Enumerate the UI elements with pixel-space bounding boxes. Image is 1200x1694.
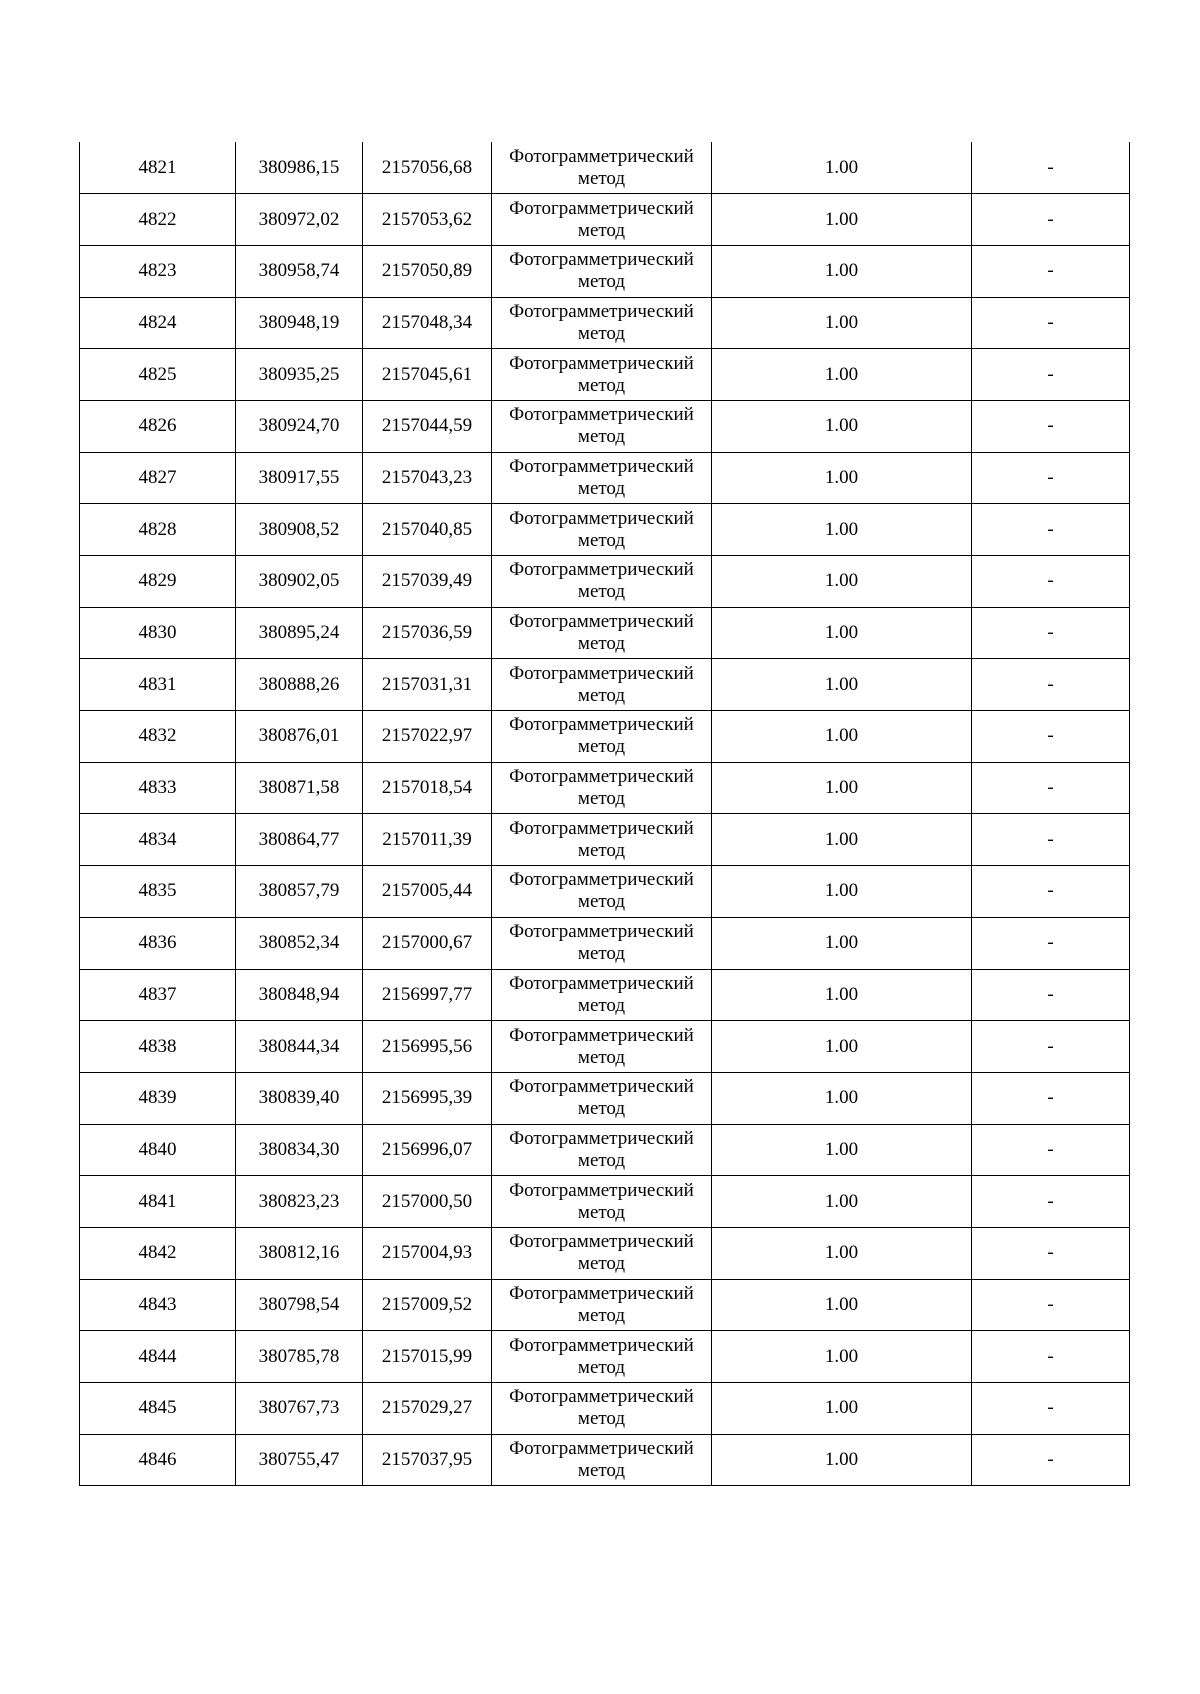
method-line-1: Фотограмметрический: [509, 352, 694, 374]
method-line-1: Фотограмметрический: [509, 766, 694, 788]
method-cell: [492, 1279, 712, 1331]
method-line-2: метод: [577, 633, 626, 655]
y-coordinate-cell: 2157018,54: [363, 762, 492, 814]
accuracy-cell: 1.00: [712, 711, 972, 763]
table-row: [80, 917, 1130, 969]
table-row: [80, 1434, 1130, 1486]
method-line-1: Фотограмметрический: [509, 1231, 694, 1253]
method-line-1: Фотограмметрический: [509, 921, 694, 943]
accuracy-cell: 1.00: [712, 349, 972, 401]
x-coordinate-cell: 380834,30: [236, 1124, 363, 1176]
method-cell: [492, 1021, 712, 1073]
method-line-2: метод: [577, 374, 626, 396]
table-row: [80, 969, 1130, 1021]
method-line-1: Фотограмметрический: [509, 611, 694, 633]
note-cell: -: [972, 969, 1130, 1021]
accuracy-cell: 1.00: [712, 969, 972, 1021]
note-cell: -: [972, 1434, 1130, 1486]
y-coordinate-cell: 2157045,61: [363, 349, 492, 401]
point-number-cell: 4827: [80, 452, 236, 504]
table-row: [80, 400, 1130, 452]
method-line-1: Фотограмметрический: [509, 197, 694, 219]
method-cell: [492, 349, 712, 401]
note-cell: -: [972, 556, 1130, 608]
method-cell: [492, 504, 712, 556]
note-cell: -: [972, 1383, 1130, 1435]
note-cell: -: [972, 1331, 1130, 1383]
x-coordinate-cell: 380958,74: [236, 245, 363, 297]
table-row: [80, 297, 1130, 349]
method-line-1: Фотограмметрический: [509, 1076, 694, 1098]
point-number-cell: 4835: [80, 866, 236, 918]
method-line-1: Фотограмметрический: [509, 1127, 694, 1149]
method-line-1: Фотограмметрический: [509, 507, 694, 529]
method-line-1: Фотограмметрический: [509, 404, 694, 426]
method-cell: [492, 607, 712, 659]
accuracy-cell: 1.00: [712, 504, 972, 556]
method-line-2: метод: [577, 1460, 626, 1482]
point-number-cell: 4838: [80, 1021, 236, 1073]
method-cell: [492, 1124, 712, 1176]
method-line-2: метод: [577, 322, 626, 344]
note-cell: -: [972, 452, 1130, 504]
method-cell: [492, 142, 712, 194]
y-coordinate-cell: 2157053,62: [363, 194, 492, 246]
note-cell: -: [972, 866, 1130, 918]
accuracy-cell: 1.00: [712, 194, 972, 246]
x-coordinate-cell: 380767,73: [236, 1383, 363, 1435]
method-cell: [492, 1383, 712, 1435]
method-cell: [492, 556, 712, 608]
method-line-1: Фотограмметрический: [509, 145, 694, 167]
y-coordinate-cell: 2157029,27: [363, 1383, 492, 1435]
x-coordinate-cell: 380917,55: [236, 452, 363, 504]
method-line-1: Фотограмметрический: [509, 817, 694, 839]
y-coordinate-cell: 2157005,44: [363, 866, 492, 918]
y-coordinate-cell: 2156995,39: [363, 1072, 492, 1124]
note-cell: -: [972, 762, 1130, 814]
method-line-2: метод: [577, 426, 626, 448]
point-number-cell: 4832: [80, 711, 236, 763]
method-line-2: метод: [577, 167, 626, 189]
point-number-cell: 4829: [80, 556, 236, 608]
y-coordinate-cell: 2157039,49: [363, 556, 492, 608]
table-row: [80, 452, 1130, 504]
method-line-2: метод: [577, 1253, 626, 1275]
y-coordinate-cell: 2156996,07: [363, 1124, 492, 1176]
method-line-2: метод: [577, 1356, 626, 1378]
x-coordinate-cell: 380972,02: [236, 194, 363, 246]
method-line-2: метод: [577, 788, 626, 810]
y-coordinate-cell: 2157000,50: [363, 1176, 492, 1228]
point-number-cell: 4840: [80, 1124, 236, 1176]
y-coordinate-cell: 2157048,34: [363, 297, 492, 349]
point-number-cell: 4834: [80, 814, 236, 866]
method-line-2: метод: [577, 477, 626, 499]
accuracy-cell: 1.00: [712, 1176, 972, 1228]
y-coordinate-cell: 2157000,67: [363, 917, 492, 969]
note-cell: -: [972, 1227, 1130, 1279]
y-coordinate-cell: 2156995,56: [363, 1021, 492, 1073]
note-cell: -: [972, 1072, 1130, 1124]
point-number-cell: 4841: [80, 1176, 236, 1228]
accuracy-cell: 1.00: [712, 297, 972, 349]
method-cell: [492, 1176, 712, 1228]
y-coordinate-cell: 2157011,39: [363, 814, 492, 866]
table-row: [80, 245, 1130, 297]
y-coordinate-cell: 2157056,68: [363, 142, 492, 194]
method-cell: [492, 245, 712, 297]
x-coordinate-cell: 380902,05: [236, 556, 363, 608]
point-number-cell: 4822: [80, 194, 236, 246]
accuracy-cell: 1.00: [712, 556, 972, 608]
method-cell: [492, 452, 712, 504]
y-coordinate-cell: 2157004,93: [363, 1227, 492, 1279]
note-cell: -: [972, 1124, 1130, 1176]
point-number-cell: 4846: [80, 1434, 236, 1486]
note-cell: -: [972, 711, 1130, 763]
accuracy-cell: 1.00: [712, 142, 972, 194]
point-number-cell: 4839: [80, 1072, 236, 1124]
point-number-cell: 4823: [80, 245, 236, 297]
method-line-1: Фотограмметрический: [509, 1386, 694, 1408]
method-cell: [492, 1434, 712, 1486]
method-line-1: Фотограмметрический: [509, 249, 694, 271]
x-coordinate-cell: 380755,47: [236, 1434, 363, 1486]
note-cell: -: [972, 245, 1130, 297]
method-line-2: метод: [577, 1408, 626, 1430]
point-number-cell: 4825: [80, 349, 236, 401]
table-row: [80, 866, 1130, 918]
method-line-2: метод: [577, 1304, 626, 1326]
y-coordinate-cell: 2157050,89: [363, 245, 492, 297]
coordinates-table-body: [80, 142, 1130, 1486]
method-cell: [492, 969, 712, 1021]
method-cell: [492, 1331, 712, 1383]
y-coordinate-cell: 2157036,59: [363, 607, 492, 659]
y-coordinate-cell: 2157040,85: [363, 504, 492, 556]
table-row: [80, 607, 1130, 659]
x-coordinate-cell: 380908,52: [236, 504, 363, 556]
accuracy-cell: 1.00: [712, 1072, 972, 1124]
x-coordinate-cell: 380895,24: [236, 607, 363, 659]
method-line-1: Фотограмметрический: [509, 1334, 694, 1356]
table-row: [80, 1124, 1130, 1176]
coordinates-table: [79, 142, 1130, 1486]
point-number-cell: 4830: [80, 607, 236, 659]
table-row: [80, 349, 1130, 401]
accuracy-cell: 1.00: [712, 1331, 972, 1383]
accuracy-cell: 1.00: [712, 1434, 972, 1486]
y-coordinate-cell: 2157043,23: [363, 452, 492, 504]
table-row: [80, 711, 1130, 763]
x-coordinate-cell: 380848,94: [236, 969, 363, 1021]
x-coordinate-cell: 380935,25: [236, 349, 363, 401]
method-line-2: метод: [577, 943, 626, 965]
method-line-2: метод: [577, 271, 626, 293]
x-coordinate-cell: 380876,01: [236, 711, 363, 763]
note-cell: -: [972, 814, 1130, 866]
method-line-2: метод: [577, 1149, 626, 1171]
method-line-2: метод: [577, 529, 626, 551]
table-row: [80, 814, 1130, 866]
x-coordinate-cell: 380871,58: [236, 762, 363, 814]
table-row: [80, 142, 1130, 194]
table-row: [80, 659, 1130, 711]
y-coordinate-cell: 2157044,59: [363, 400, 492, 452]
table-row: [80, 762, 1130, 814]
method-line-2: метод: [577, 994, 626, 1016]
accuracy-cell: 1.00: [712, 1279, 972, 1331]
point-number-cell: 4844: [80, 1331, 236, 1383]
method-cell: [492, 1227, 712, 1279]
method-line-1: Фотограмметрический: [509, 972, 694, 994]
x-coordinate-cell: 380812,16: [236, 1227, 363, 1279]
accuracy-cell: 1.00: [712, 1124, 972, 1176]
method-cell: [492, 814, 712, 866]
method-line-1: Фотограмметрический: [509, 455, 694, 477]
note-cell: -: [972, 917, 1130, 969]
point-number-cell: 4824: [80, 297, 236, 349]
y-coordinate-cell: 2157009,52: [363, 1279, 492, 1331]
method-line-1: Фотограмметрический: [509, 662, 694, 684]
accuracy-cell: 1.00: [712, 452, 972, 504]
table-row: [80, 1383, 1130, 1435]
table-row: [80, 1176, 1130, 1228]
table-row: [80, 1279, 1130, 1331]
method-cell: [492, 711, 712, 763]
point-number-cell: 4826: [80, 400, 236, 452]
point-number-cell: 4837: [80, 969, 236, 1021]
note-cell: -: [972, 142, 1130, 194]
point-number-cell: 4843: [80, 1279, 236, 1331]
method-cell: [492, 194, 712, 246]
table-row: [80, 504, 1130, 556]
accuracy-cell: 1.00: [712, 400, 972, 452]
method-line-1: Фотограмметрический: [509, 559, 694, 581]
method-cell: [492, 917, 712, 969]
accuracy-cell: 1.00: [712, 917, 972, 969]
note-cell: -: [972, 504, 1130, 556]
point-number-cell: 4821: [80, 142, 236, 194]
x-coordinate-cell: 380785,78: [236, 1331, 363, 1383]
table-row: [80, 1227, 1130, 1279]
x-coordinate-cell: 380864,77: [236, 814, 363, 866]
accuracy-cell: 1.00: [712, 659, 972, 711]
note-cell: -: [972, 1021, 1130, 1073]
table-row: [80, 1072, 1130, 1124]
method-line-2: метод: [577, 1098, 626, 1120]
method-line-1: Фотограмметрический: [509, 300, 694, 322]
note-cell: -: [972, 1279, 1130, 1331]
x-coordinate-cell: 380823,23: [236, 1176, 363, 1228]
accuracy-cell: 1.00: [712, 1383, 972, 1435]
note-cell: -: [972, 194, 1130, 246]
table-row: [80, 1331, 1130, 1383]
method-line-1: Фотограмметрический: [509, 1179, 694, 1201]
x-coordinate-cell: 380986,15: [236, 142, 363, 194]
method-line-2: метод: [577, 839, 626, 861]
y-coordinate-cell: 2157022,97: [363, 711, 492, 763]
x-coordinate-cell: 380852,34: [236, 917, 363, 969]
method-line-2: метод: [577, 1046, 626, 1068]
method-line-2: метод: [577, 581, 626, 603]
point-number-cell: 4831: [80, 659, 236, 711]
x-coordinate-cell: 380839,40: [236, 1072, 363, 1124]
point-number-cell: 4842: [80, 1227, 236, 1279]
method-line-2: метод: [577, 736, 626, 758]
x-coordinate-cell: 380888,26: [236, 659, 363, 711]
method-line-2: метод: [577, 684, 626, 706]
accuracy-cell: 1.00: [712, 1021, 972, 1073]
y-coordinate-cell: 2157037,95: [363, 1434, 492, 1486]
method-line-1: Фотограмметрический: [509, 1438, 694, 1460]
method-line-1: Фотограмметрический: [509, 1024, 694, 1046]
note-cell: -: [972, 349, 1130, 401]
method-cell: [492, 400, 712, 452]
method-line-2: метод: [577, 219, 626, 241]
x-coordinate-cell: 380798,54: [236, 1279, 363, 1331]
accuracy-cell: 1.00: [712, 1227, 972, 1279]
point-number-cell: 4845: [80, 1383, 236, 1435]
table-row: [80, 194, 1130, 246]
method-cell: [492, 1072, 712, 1124]
accuracy-cell: 1.00: [712, 814, 972, 866]
point-number-cell: 4828: [80, 504, 236, 556]
point-number-cell: 4836: [80, 917, 236, 969]
note-cell: -: [972, 659, 1130, 711]
point-number-cell: 4833: [80, 762, 236, 814]
note-cell: -: [972, 607, 1130, 659]
y-coordinate-cell: 2156997,77: [363, 969, 492, 1021]
x-coordinate-cell: 380857,79: [236, 866, 363, 918]
method-cell: [492, 659, 712, 711]
method-line-2: метод: [577, 1201, 626, 1223]
y-coordinate-cell: 2157015,99: [363, 1331, 492, 1383]
method-cell: [492, 297, 712, 349]
note-cell: -: [972, 400, 1130, 452]
accuracy-cell: 1.00: [712, 245, 972, 297]
accuracy-cell: 1.00: [712, 866, 972, 918]
method-cell: [492, 762, 712, 814]
method-line-1: Фотограмметрический: [509, 869, 694, 891]
note-cell: -: [972, 297, 1130, 349]
method-line-2: метод: [577, 891, 626, 913]
note-cell: -: [972, 1176, 1130, 1228]
table-row: [80, 1021, 1130, 1073]
method-cell: [492, 866, 712, 918]
x-coordinate-cell: 380924,70: [236, 400, 363, 452]
y-coordinate-cell: 2157031,31: [363, 659, 492, 711]
accuracy-cell: 1.00: [712, 762, 972, 814]
accuracy-cell: 1.00: [712, 607, 972, 659]
method-line-1: Фотограмметрический: [509, 714, 694, 736]
x-coordinate-cell: 380948,19: [236, 297, 363, 349]
x-coordinate-cell: 380844,34: [236, 1021, 363, 1073]
method-line-1: Фотограмметрический: [509, 1282, 694, 1304]
table-row: [80, 556, 1130, 608]
